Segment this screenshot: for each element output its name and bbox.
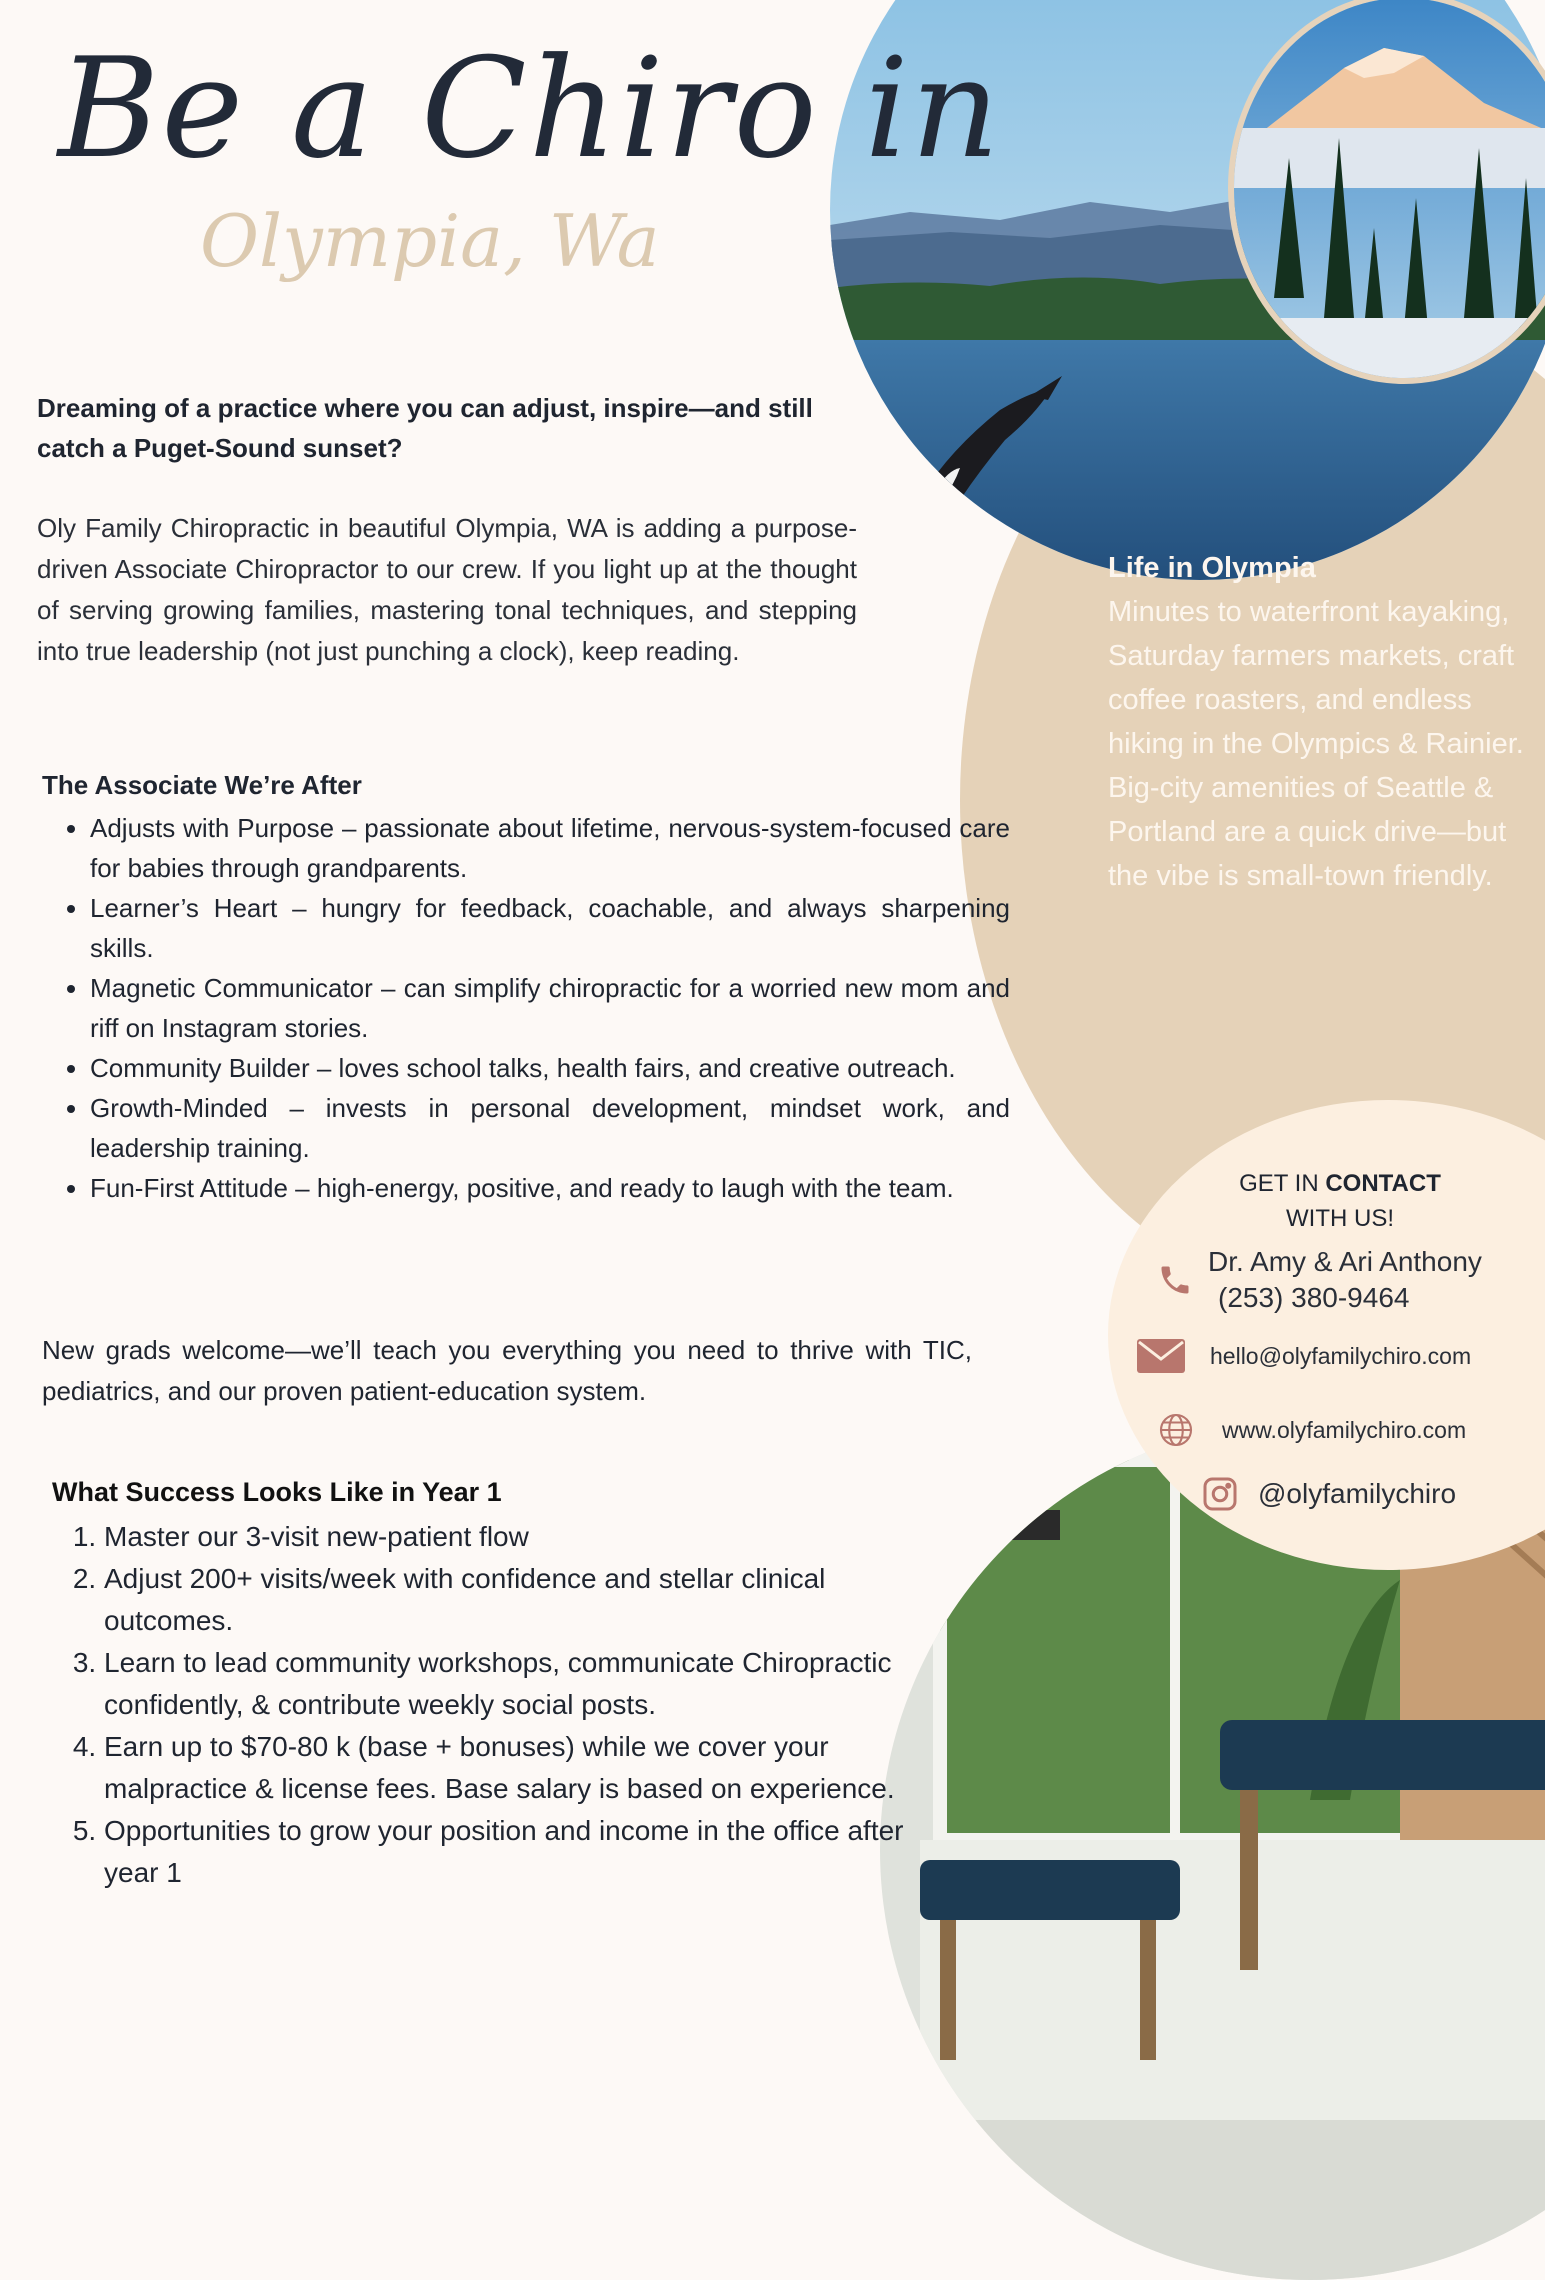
list-item: • Community Builder – loves school talks, health fairs, and creative outreach. [90,1048,1010,1088]
life-in-olympia [1108,546,1528,898]
email-contact[interactable] [1136,1336,1471,1376]
contact-website[interactable]: www.olyfamilychiro.com [1222,1416,1467,1443]
instagram-contact[interactable] [1200,1474,1456,1514]
success-goals-list [68,1516,924,1894]
associate-traits-list [52,808,1010,1208]
list-item: • Fun-First Attitude – high-energy, positive, and ready to laugh with the team. [90,1168,1010,1208]
phone-contact [1150,1244,1482,1316]
list-item: 4. Earn up to $70-80 k (base + bonuses) while we cover your malpractice & license fees. Base salary is based on experience. [104,1726,924,1810]
contact-email[interactable]: hello@olyfamilychiro.com [1210,1342,1472,1369]
list-item: 2. Adjust 200+ visits/week with confidence and stellar clinical outcomes. [104,1558,924,1642]
contact-heading [1210,1166,1470,1236]
contact-instagram[interactable]: @olyfamilychiro [1258,1478,1457,1509]
contact-heading-line2: WITH US! [1286,1205,1394,1232]
list-item: 5. Opportunities to grow your position and income in the office after year 1 [104,1810,924,1894]
life-body: Minutes to waterfront kayaking, Saturday farmers markets, craft coffee roasters, and endless hiking in the Olympics & Rainier. Big-city amenities of Seattle & Portland are a quick drive—but the vibe is small-town friendly. [1108,596,1524,892]
page-subtitle: Olympia, Wa [200,199,660,283]
associate-heading: The Associate We’re After [42,770,362,800]
list-item: 3. Learn to lead community workshops, communicate Chiropractic confidently, & contribute weekly social posts. [104,1642,924,1726]
list-item: • Adjusts with Purpose – passionate about lifetime, nervous-system-focused care for babies through grandparents. [90,808,1010,888]
contact-heading-bold: CONTACT [1325,1170,1441,1197]
intro-paragraph: Oly Family Chiropractic in beautiful Olympia, WA is adding a purpose-driven Associate Chiropractor to our crew. If you light up at the thought of serving growing families, mastering tonal techniques, and stepping into true leadership (not just punching a clock), keep reading. [37,513,857,666]
mail-icon [1136,1336,1186,1376]
list-item: • Learner’s Heart – hungry for feedback, coachable, and always sharpening skills. [90,888,1010,968]
list-item: • Growth-Minded – invests in personal development, mindset work, and leadership training. [90,1088,1010,1168]
list-item: • Magnetic Communicator – can simplify chiropractic for a worried new mom and riff on Instagram stories. [90,968,1010,1048]
success-heading: What Success Looks Like in Year 1 [52,1477,502,1507]
life-title: Life in Olympia [1108,552,1316,584]
contact-names: Dr. Amy & Ari Anthony [1208,1246,1482,1277]
lead-question: Dreaming of a practice where you can adjust, inspire—and still catch a Puget-Sound sunset? [37,393,813,463]
instagram-icon [1200,1474,1240,1514]
new-grads-paragraph: New grads welcome—we’ll teach you everything you need to thrive with TIC, pediatrics, and our proven patient-education system. [42,1335,972,1406]
contact-heading-prefix: GET IN [1239,1170,1326,1197]
list-item: 1. Master our 3-visit new-patient flow [104,1516,924,1558]
page-title: Be a Chiro in [58,28,1002,189]
contact-phone[interactable]: (253) 380-9464 [1218,1282,1410,1313]
website-contact[interactable] [1156,1410,1466,1450]
phone-icon [1150,1255,1200,1305]
globe-icon [1156,1410,1196,1450]
